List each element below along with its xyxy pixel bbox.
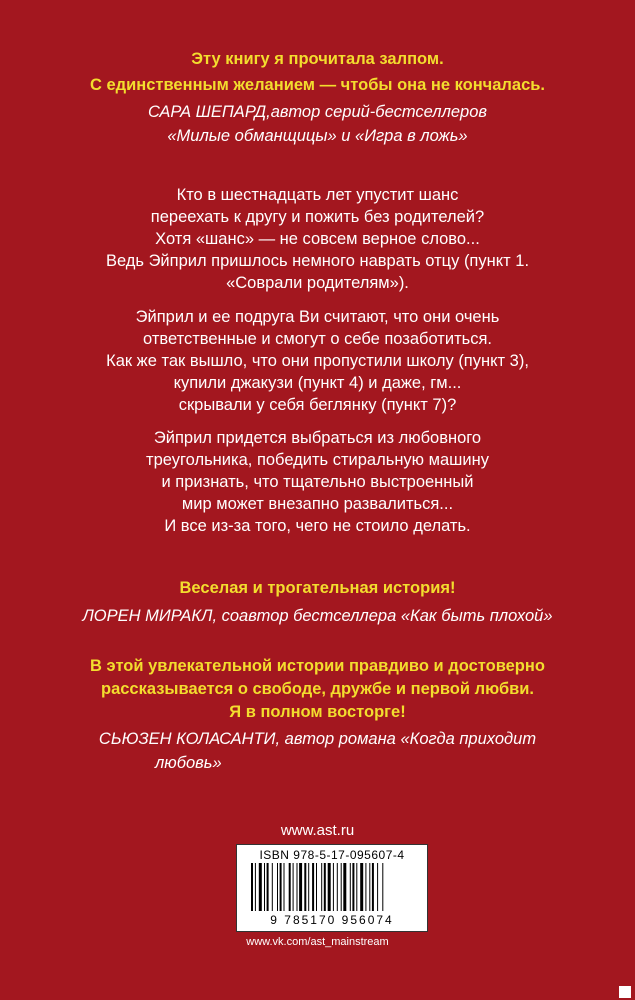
quote-2 xyxy=(0,575,635,628)
barcode-bar xyxy=(343,863,346,911)
blurb-line: и признать, что тщательно выстроенный xyxy=(161,473,474,491)
quote-3-line-1: В этой увлекательной истории правдиво и достоверно xyxy=(90,657,545,675)
barcode-bar xyxy=(267,863,269,911)
quote-2-author-desc: соавтор бестселлера «Как быть плохой» xyxy=(221,607,553,625)
blurb-line: Эйприл и ее подруга Ви считают, что они очень xyxy=(135,308,500,326)
quote-2-line: Веселая и трогательная история! xyxy=(179,579,456,597)
blurb-line: И все из-за того, чего не стоило делать. xyxy=(164,517,471,535)
blurb-line: мир может внезапно развалиться... xyxy=(181,495,454,513)
quote-1-author xyxy=(0,100,635,124)
blurb-line: Эйприл придется выбраться из любовного xyxy=(153,429,482,447)
barcode-bar xyxy=(333,863,334,911)
blurb-line: переехать к другу и пожить без родителей? xyxy=(150,208,485,226)
barcode-bar xyxy=(280,863,282,911)
barcode-bar xyxy=(365,863,366,911)
blurb-line: Кто в шестнадцать лет упустит шанс xyxy=(176,186,459,204)
blurb-line: Как же так вышло, что они пропустили школу (пункт 3), xyxy=(106,352,529,370)
barcode-bar xyxy=(321,863,322,911)
quote-1 xyxy=(0,46,635,148)
quote-1-author-line-2: «Милые обманщицы» и «Игра в ложь» xyxy=(167,127,468,145)
vk-link[interactable]: www.vk.com/ast_mainstream xyxy=(246,936,389,948)
quote-1-line-2: С единственным желанием — чтобы она не кончалась. xyxy=(89,76,545,94)
quote-2-author-name: ЛОРЕН МИРАКЛ, xyxy=(82,607,218,625)
quote-3-author-name: СЬЮЗЕН КОЛАСАНТИ, xyxy=(98,730,281,748)
barcode xyxy=(236,844,428,932)
barcode-bar xyxy=(264,863,265,911)
barcode-bar xyxy=(360,863,363,911)
website-link[interactable]: www.ast.ru xyxy=(280,822,355,839)
barcode-bar xyxy=(259,863,262,911)
barcode-bar xyxy=(372,863,374,911)
isbn-number: ISBN 978-5-17-095607-4 xyxy=(259,848,405,862)
barcode-bar xyxy=(369,863,370,911)
blurb-line: купили джакузи (пункт 4) и даже, гм... xyxy=(173,374,462,392)
quote-3-author-desc: автор романа «Когда приходит xyxy=(284,730,537,748)
barcode-bar xyxy=(293,863,294,911)
barcode-bar xyxy=(377,863,378,911)
barcode-bar xyxy=(297,863,298,911)
quote-3-author xyxy=(0,727,635,751)
barcode-bar xyxy=(382,863,383,911)
quote-3-author-line-2: любовь» xyxy=(155,754,222,772)
quote-1-author-name: САРА ШЕПАРД, xyxy=(147,103,271,121)
barcode-bar xyxy=(255,863,256,911)
barcode-bar xyxy=(356,863,357,911)
barcode-bar xyxy=(289,863,291,911)
barcode-digits: 9 785170 956074 xyxy=(270,913,394,927)
corner-mark xyxy=(619,986,631,998)
barcode-bar xyxy=(251,863,253,911)
barcode-bar xyxy=(284,863,285,911)
barcode-bar xyxy=(312,863,314,911)
quote-1-line-1: Эту книгу я прочитала залпом. xyxy=(191,50,444,68)
blurb-line: скрывали у себя беглянку (пункт 7)? xyxy=(178,396,457,414)
barcode-bar xyxy=(277,863,278,911)
barcode-bar xyxy=(341,863,342,911)
quote-1-author-desc: автор серий-бестселлеров xyxy=(270,103,488,121)
barcode-bar xyxy=(299,863,302,911)
blurb-line: «Соврали родителям»). xyxy=(226,274,409,292)
blurb-line: ответственные и смогут о себе позаботиться. xyxy=(143,330,492,348)
barcode-bar xyxy=(316,863,317,911)
barcode-bar xyxy=(352,863,354,911)
barcode-bars xyxy=(251,863,417,911)
blurb-line: треугольника, победить стиральную машину xyxy=(146,451,489,469)
barcode-bar xyxy=(337,863,338,911)
quote-3-line-2: рассказывается о свободе, дружбе и первой любви. xyxy=(100,680,535,698)
quote-3 xyxy=(0,655,635,775)
blurb-line: Ведь Эйприл пришлось немного наврать отцу (пункт 1. xyxy=(105,252,530,270)
barcode-bar xyxy=(328,863,331,911)
blurb-paragraph-1 xyxy=(0,184,635,294)
blurb-line: Хотя «шанс» — не совсем верное слово... xyxy=(155,230,480,248)
barcode-bar xyxy=(350,863,351,911)
blurb-paragraph-3 xyxy=(0,427,635,537)
barcode-bar xyxy=(308,863,309,911)
quote-2-author xyxy=(0,604,635,628)
barcode-bar xyxy=(324,863,326,911)
barcode-bar xyxy=(304,863,306,911)
quote-3-line-3: Я в полном восторге! xyxy=(229,703,406,721)
blurb-paragraph-2 xyxy=(0,306,635,416)
barcode-bar xyxy=(272,863,273,911)
